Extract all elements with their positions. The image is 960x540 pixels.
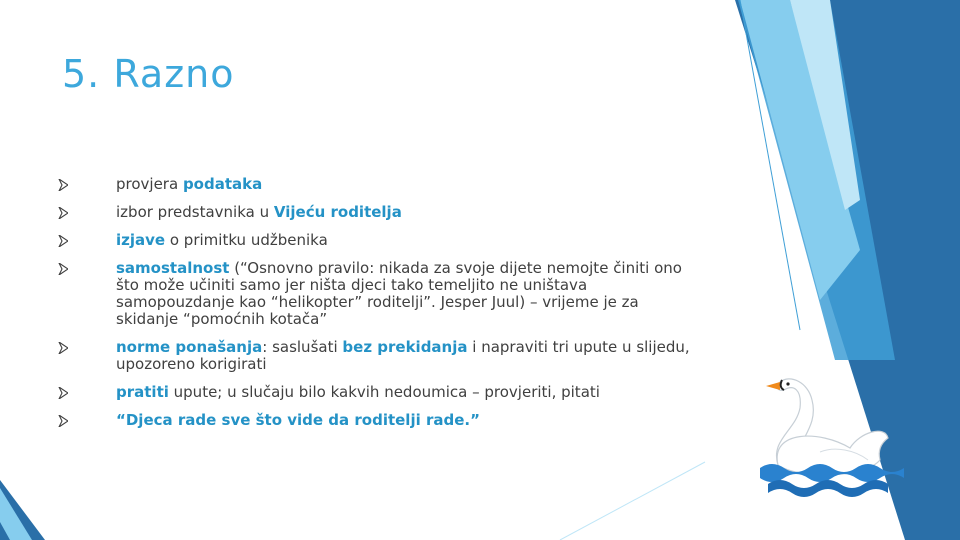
slide-title: 5. Razno xyxy=(62,52,235,96)
bullet-text: izbor predstavnika u xyxy=(116,203,274,221)
bullet-text: o primitku udžbenika xyxy=(165,231,328,249)
bullet-text: (“Osnovno pravilo: nikada za svoje dijete nemojte činiti ono što može učiniti samo jer ništa djeci tako temeljito ne uništava samopouzdanje kao “helikopter” roditelji”. Jesper Juul) – vrijeme je za skidanje “pomoćnih kotača” xyxy=(116,259,682,328)
bullet-item xyxy=(58,204,698,221)
arrow-bullet-icon xyxy=(58,207,68,219)
bullet-text: i napraviti tri upute u slijedu, upozoreno korigirati xyxy=(116,338,690,373)
highlighted-text: podataka xyxy=(182,175,263,193)
highlighted-text: samostalnost xyxy=(116,259,230,277)
arrow-bullet-icon xyxy=(58,179,68,191)
arrow-bullet-icon xyxy=(58,263,68,275)
bullet-item xyxy=(58,232,698,249)
highlighted-text: pratiti xyxy=(116,383,169,401)
arrow-bullet-icon xyxy=(58,415,68,427)
deco-bottom-line xyxy=(560,462,705,540)
highlighted-text: izjave xyxy=(116,231,166,249)
bullet-item xyxy=(58,412,698,429)
bullet-list xyxy=(58,176,698,440)
arrow-bullet-icon xyxy=(58,387,68,399)
arrow-bullet-icon xyxy=(58,342,68,354)
bullet-item xyxy=(58,339,698,373)
arrow-bullet-icon xyxy=(58,235,68,247)
bullet-text: upute; u slučaju bilo kakvih nedoumica – provjeriti, pitati xyxy=(168,383,600,401)
highlighted-text: bez prekidanja xyxy=(342,338,468,356)
highlighted-text: Vijeću roditelja xyxy=(273,203,402,221)
swan-icon xyxy=(760,360,910,505)
highlighted-text: norme ponašanja xyxy=(116,338,263,356)
bullet-text: provjera xyxy=(116,175,183,193)
bullet-text: : saslušati xyxy=(262,338,343,356)
bullet-item xyxy=(58,260,698,328)
bullet-item xyxy=(58,384,698,401)
highlighted-text: “Djeca rade sve što vide da roditelji rade.” xyxy=(116,411,480,429)
bullet-item xyxy=(58,176,698,193)
